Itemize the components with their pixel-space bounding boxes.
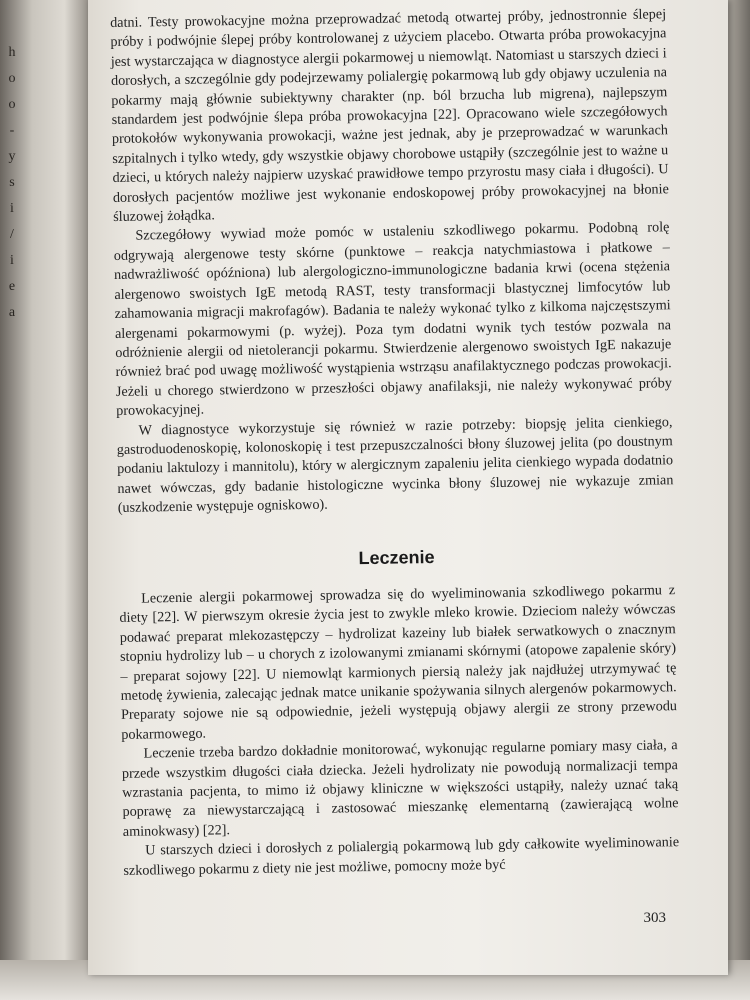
paragraph: Szczegółowy wywiad może pomóc w ustaleniu szkodliwego pokarmu. Podobną rolę odgrywają alergenowe testy skórne (punktowe – reakcja natychmiastowa i płatkowe – nadwrażliwość opóźniona) lub alergologiczno-immunologiczne badania krwi (ocena stężenia alergenowo swoistych IgE metodą RAST, testy transformacji blastycznej limfocytów lub zahamowania migracji makrofagów). Badania te należy wykonać tylko z kilkoma najczęstszymi alergenami pokarmowymi (p. wyżej). Poza tym dodatni wynik tych testów pozwala na odróżnienie alergii od nietolerancji pokarmu. Stwierdzenie alergenowo swoistych IgE nakazuje również brać pod uwagę możliwość wystąpienia wstrząsu anafilaktycznego podczas prowokacji. Jeżeli u chorego stwierdzono w przeszłości objawy anafilaksji, nie należy wykonywać próby prowokacyjnej. [113,219,672,420]
left-fragment: o [8,71,16,86]
paragraph: U starszych dzieci i dorosłych z polialergią pokarmową lub gdy całkowite wyeliminowanie szkodliwego pokarmu z diety nie jest możliwe, pomocny może być [123,834,680,879]
paragraph: datni. Testy prowokacyjne można przeprowadzać metodą otwartej próby, jednostronnie ślepej próby i podwójnie ślepej próby kontrolowanej z użyciem placebo. Otwarta próba prowokacyjna jest wystarczająca w diagnostyce alergii pokarmowej u niemowląt. Natomiast u starszych dzieci i dorosłych, a szczególnie gdy podejrzewamy polialergię pokarmową lub gdy objawy uczulenia na pokarmy mają głównie subiektywny charakter (np. ból brzucha lub migrena), najlepszym standardem jest podwójnie ślepa próba prowokacyjna [22]. Opracowano wiele szczegółowych protokołów wykonywania prowokacji, ważne jest jednak, aby je przeprowadzać w warunkach szpitalnych i tylko wtedy, gdy wszystkie objawy chorobowe ustąpiły (szczególnie jest to ważne u dzieci, u których należy najpierw uzyskać prawidłowe tempo przyrostu masy ciała i długości). U dorosłych pacjentów możliwe jest wykonanie endoskopowej próby prowokacyjnej na błonie śluzowej żołądka. [110,6,669,226]
paragraph: Leczenie alergii pokarmowej sprowadza się do wyeliminowania szkodliwego pokarmu z diety [22]. W pierwszym okresie życia jest to zwykle mleko krowie. Dzieciom należy wówczas podawać preparat mlekozastępczy – hydrolizat kazeiny lub białek serwatkowych o znacznym stopniu hydrolizy lub – u chorych z izolowanymi zmianami skórnymi (atopowe zapalenie skóry) – preparat sojowy [22]. U niemowląt karmionych piersią należy jak najdłużej utrzymywać tę metodę żywienia, zalecając jednak matce unikanie spożywania silnych alergenów pokarmowych. Preparaty sojowe nie są odpowiednie, jeżeli występują objawy alergii ze strony przewodu pokarmowego. [119,582,678,743]
left-page-text-fragments [0,40,24,460]
left-fragment: / [10,227,14,242]
left-page [0,0,92,1000]
left-fragment: y [8,149,16,164]
left-fragment: o [8,97,16,112]
page-text [110,5,680,881]
left-fragment: s [9,175,15,190]
left-fragment: i [10,253,14,268]
left-fragment: h [8,45,16,60]
left-fragment: a [8,305,16,320]
left-fragment: - [9,123,15,138]
section-heading: Leczenie [358,546,435,568]
paragraph: W diagnostyce wykorzystuje się również w razie potrzeby: biopsję jelita cienkiego, gastroduodenoskopię, kolonoskopię i test przepuszczalności błony śluzowej jelita (po doustnym podaniu laktulozy i mannitolu), który w alergicznym zapaleniu jelita cienkiego wypada dodatnio nawet wówczas, gdy badanie histologiczne wycinka błony śluzowej nie wykazuje zmian (uszkodzenie występuje ogniskowo). [116,413,674,517]
left-fragment: i [10,201,14,216]
left-fragment: e [8,279,16,294]
page-number: 303 [643,910,666,926]
paragraph: Leczenie trzeba bardzo dokładnie monitorować, wykonując regularne pomiary masy ciała, a przede wszystkim długości ciała dziecka. Jeżeli hydrolizaty nie powodują normalizacji tempa wzrastania pacjenta, to mimo iż objawy kliniczne w większości ustąpiły, należy uznać taką poprawę za niewystarczającą i zastosować mieszankę elementarną (zawierającą wolne aminokwasy) [22]. [121,737,679,840]
book-page [88,0,728,975]
